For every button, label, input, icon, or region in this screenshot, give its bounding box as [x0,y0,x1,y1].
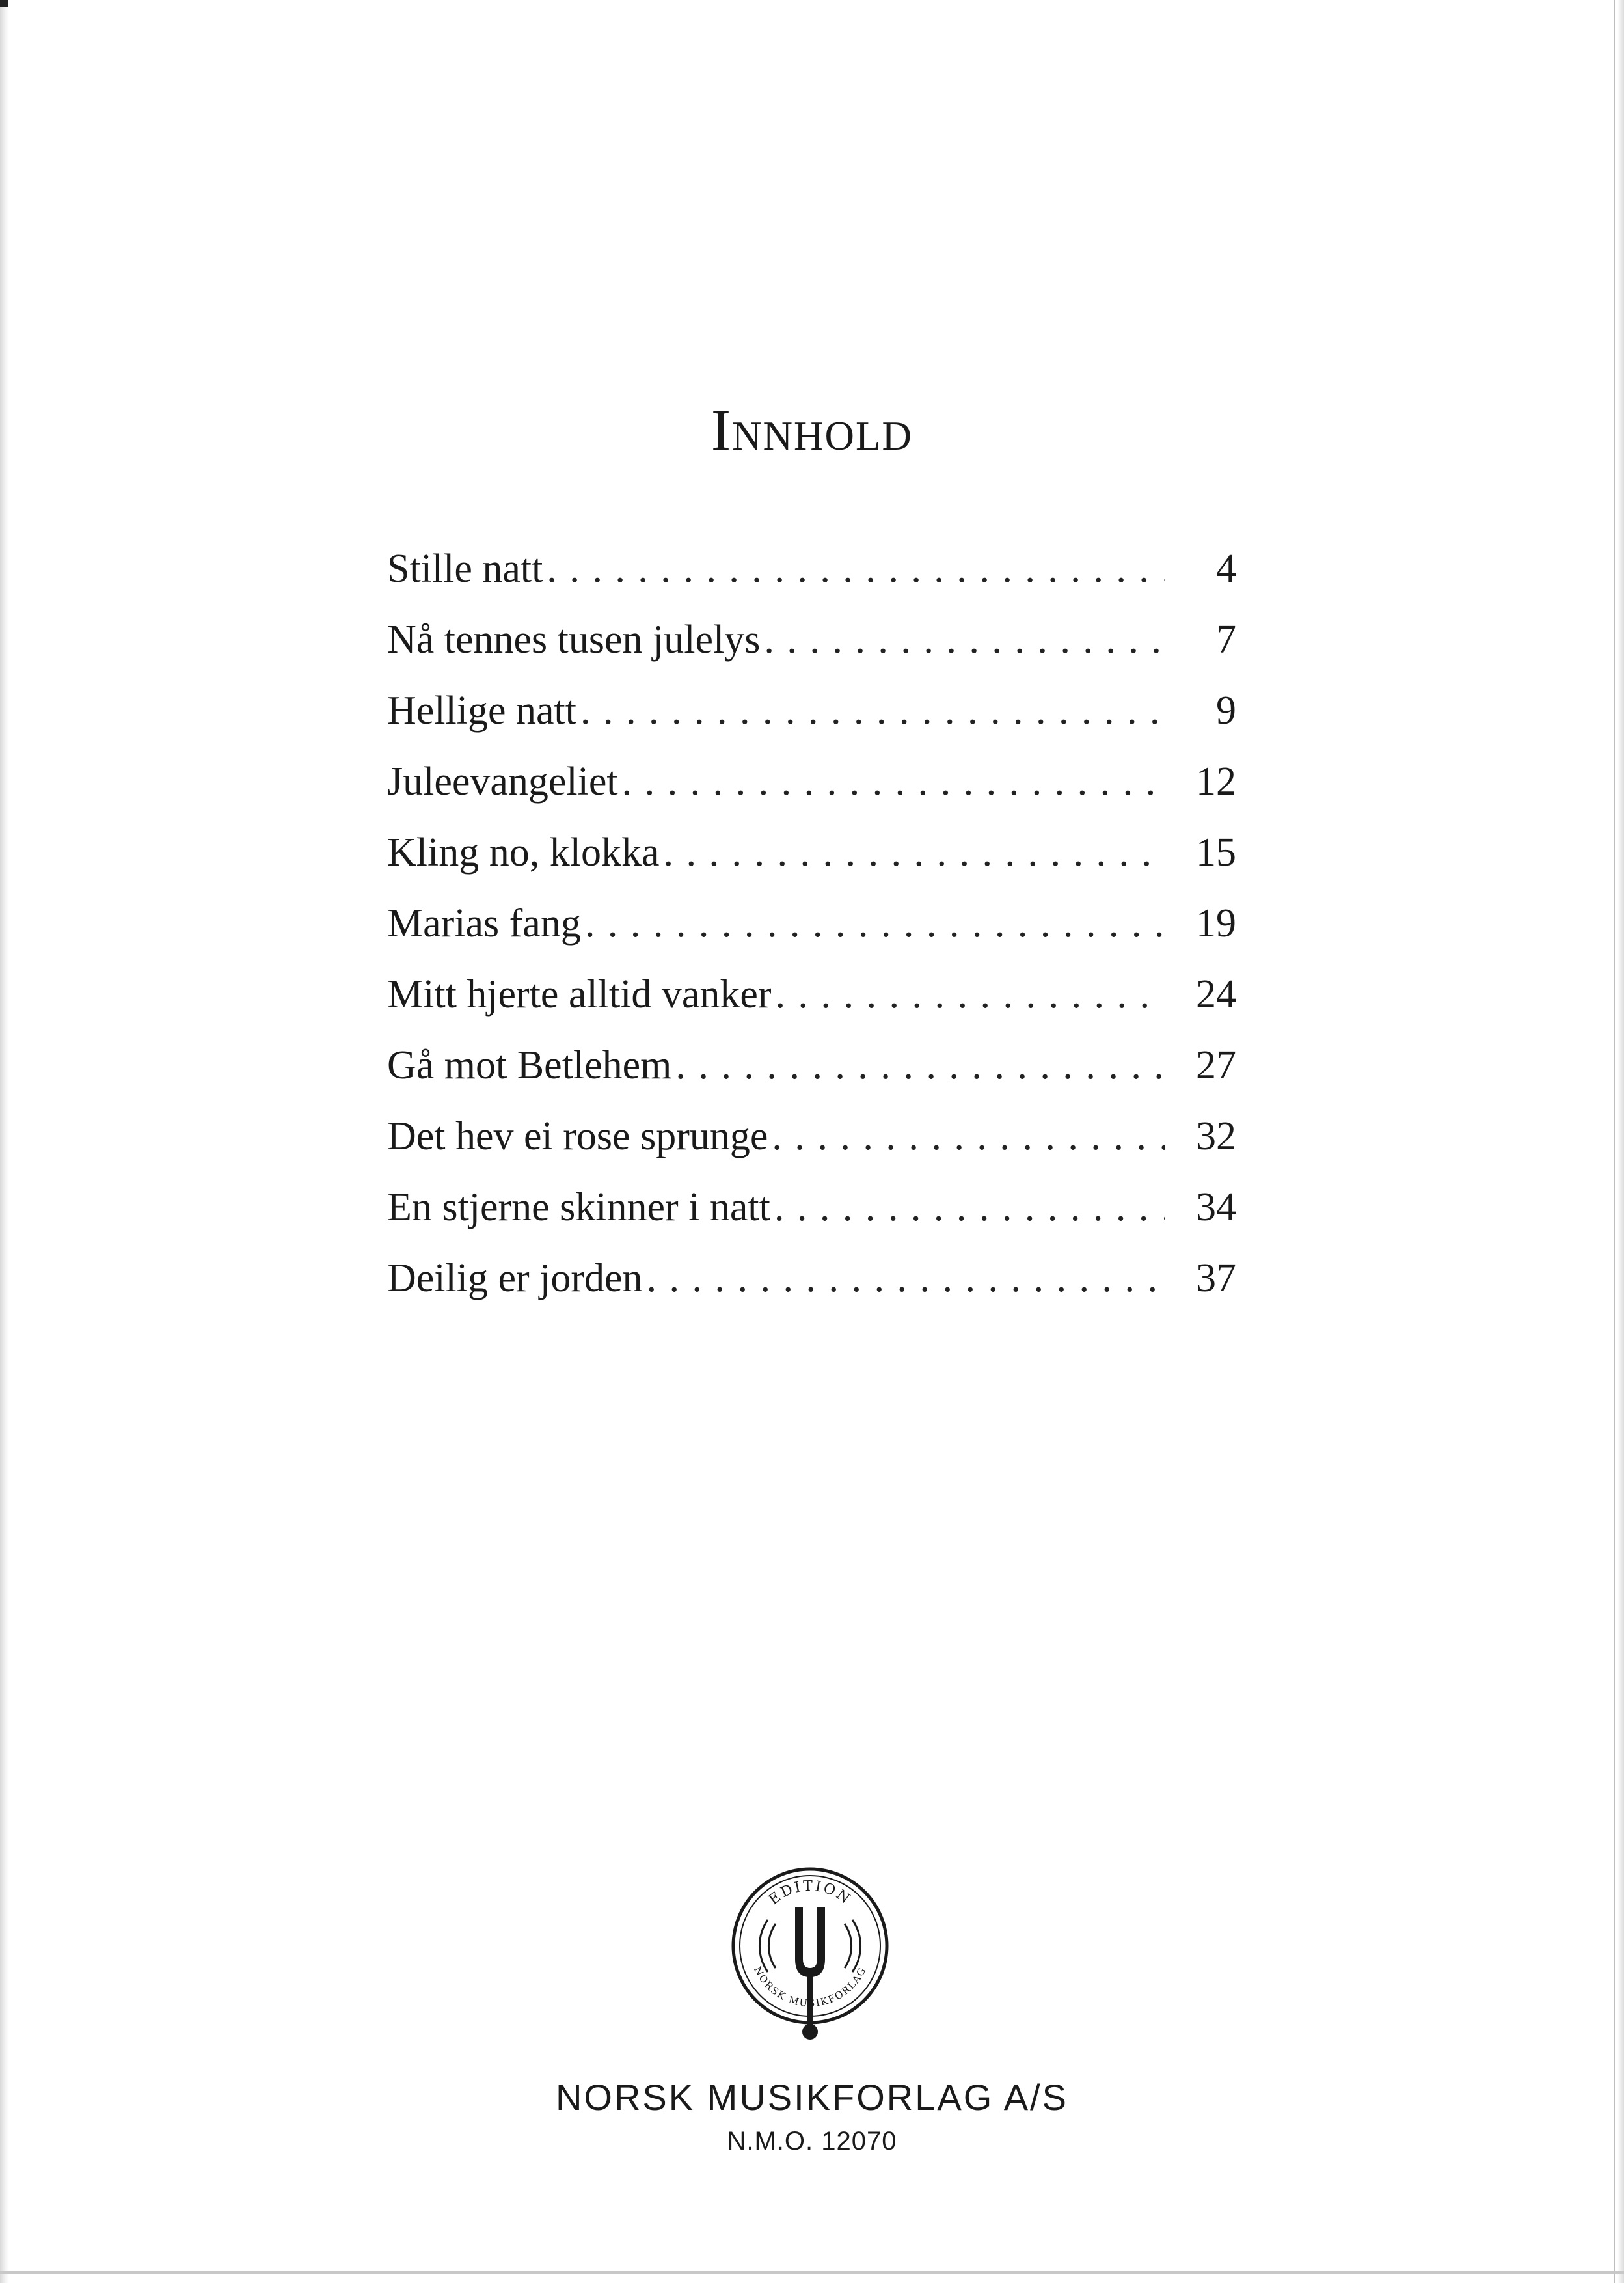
toc-entry-title: Juleevangeliet [387,759,618,804]
scan-edge-bottom [0,2271,1624,2274]
toc-dot-leader [671,1030,1165,1101]
toc-entry [387,1030,1236,1101]
toc-entry-page: 4 [1216,547,1236,591]
toc-dot-leader [576,676,1165,746]
toc-entry [387,888,1236,959]
toc-entry-page: 27 [1196,1043,1236,1087]
toc-entry-title: Hellige natt [387,689,576,733]
toc-dot-leader [543,534,1165,605]
toc-entry [387,959,1236,1030]
toc-dot-leader [772,959,1165,1030]
scan-edge-right-line [1614,0,1615,2283]
toc-entry-page: 37 [1196,1256,1236,1300]
toc-entry-title: Marias fang [387,901,581,946]
toc-dot-leader [770,1172,1165,1243]
toc-dot-leader [760,605,1165,676]
toc-entry-title: Det hev ei rose sprunge [387,1114,768,1158]
table-of-contents [387,534,1236,1314]
toc-dot-leader [618,746,1165,817]
toc-entry [387,676,1236,746]
logo-ring-text: NORSK MUSIKFORLAG [751,1965,869,2010]
tuning-fork-seal-icon [729,1861,891,2050]
toc-dot-leader [581,888,1165,959]
toc-entry-title: Nå tennes tusen julelys [387,618,761,662]
toc-entry [387,1101,1236,1172]
toc-entry-page: 7 [1216,618,1236,662]
toc-entry-page: 9 [1216,689,1236,733]
toc-dot-leader [659,817,1165,888]
page-title: Innhold [711,398,913,463]
toc-entry-title: Stille natt [387,547,543,591]
toc-entry-title: Deilig er jorden [387,1256,643,1300]
corner-mark [0,0,8,7]
scan-edge-right [1617,0,1624,2283]
toc-entry-title: En stjerne skinner i natt [387,1185,770,1229]
toc-entry-page: 24 [1196,972,1236,1017]
scan-edge-left [0,0,9,2283]
toc-entry [387,534,1236,605]
toc-entry-page: 15 [1196,830,1236,875]
toc-dot-leader [768,1101,1165,1172]
toc-entry [387,817,1236,888]
toc-entry-title: Kling no, klokka [387,830,660,875]
toc-entry-title: Gå mot Betlehem [387,1043,672,1087]
toc-entry [387,605,1236,676]
toc-entry-page: 12 [1196,759,1236,804]
toc-entry [387,1243,1236,1314]
toc-entry-page: 34 [1196,1185,1236,1229]
toc-dot-leader [643,1243,1165,1314]
toc-entry-page: 32 [1196,1114,1236,1158]
toc-entry-page: 19 [1196,901,1236,946]
toc-entry [387,1172,1236,1243]
catalog-number: N.M.O. 12070 [727,2127,897,2155]
publisher-name: NORSK MUSIKFORLAG A/S [555,2077,1069,2118]
logo-top-text: EDITION [765,1878,854,1909]
toc-entry-title: Mitt hjerte alltid vanker [387,972,772,1017]
toc-entry [387,746,1236,817]
